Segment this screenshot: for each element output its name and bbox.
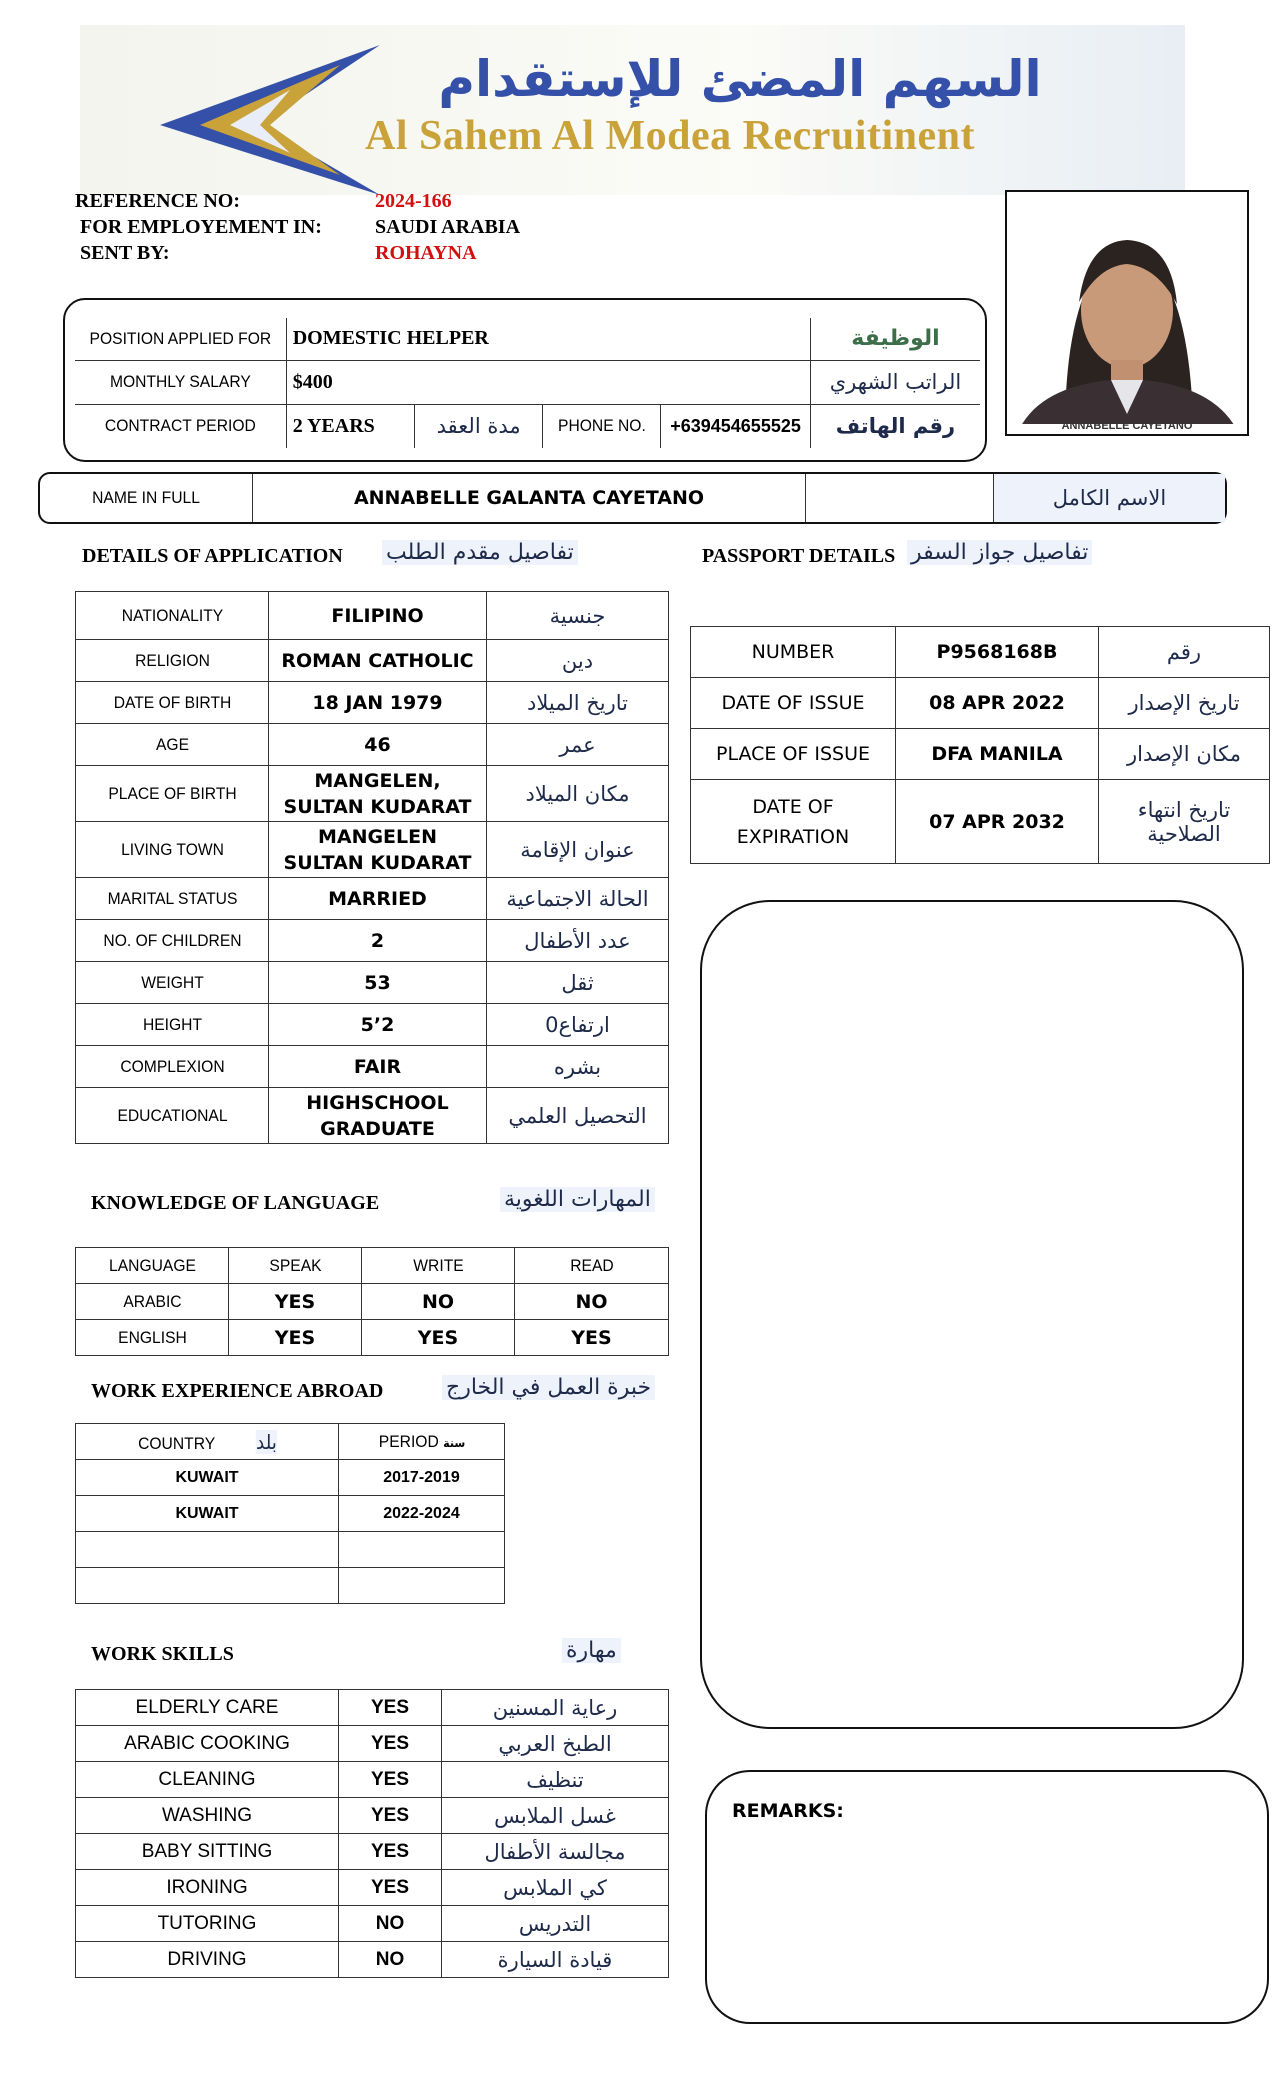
language-table bbox=[75, 1247, 669, 1356]
application-row bbox=[76, 1004, 669, 1046]
application-row bbox=[76, 640, 669, 682]
skills-table bbox=[75, 1689, 669, 1978]
experience-country: KUWAIT bbox=[76, 1496, 339, 1532]
experience-country bbox=[76, 1532, 339, 1568]
skill-value: NO bbox=[339, 1906, 442, 1942]
language-value: YES bbox=[515, 1320, 669, 1356]
application-row-value: 46 bbox=[269, 724, 487, 766]
skill-arabic: مجالسة الأطفال bbox=[442, 1834, 669, 1870]
skill-label: ARABIC COOKING bbox=[76, 1726, 339, 1762]
application-row bbox=[76, 920, 669, 962]
passport-row bbox=[691, 780, 1270, 864]
experience-rows bbox=[76, 1460, 505, 1604]
language-header-cell: SPEAK bbox=[234, 1248, 356, 1284]
application-row bbox=[76, 766, 669, 822]
name-table bbox=[40, 474, 1225, 522]
application-row-arabic: الحالة الاجتماعية bbox=[487, 878, 669, 920]
phone-label: PHONE NO. bbox=[547, 404, 655, 448]
passport-row-label: PLACE OF ISSUE bbox=[691, 729, 896, 780]
country-arabic: بلد bbox=[255, 1429, 277, 1454]
language-row bbox=[76, 1284, 669, 1320]
reference-value: 2024-166 bbox=[375, 190, 452, 212]
country-label: COUNTRY bbox=[137, 1433, 215, 1453]
period-arabic: سنة bbox=[442, 1435, 465, 1450]
passport-row-value: 08 APR 2022 bbox=[896, 678, 1099, 729]
application-row-arabic: دين bbox=[487, 640, 669, 682]
application-row bbox=[76, 1046, 669, 1088]
skill-value: YES bbox=[339, 1690, 442, 1726]
passport-row-label: NUMBER bbox=[691, 627, 896, 678]
language-title-arabic: المهارات اللغوية bbox=[500, 1187, 655, 1212]
experience-period bbox=[339, 1532, 505, 1568]
salary-arabic: الراتب الشهري bbox=[810, 360, 980, 404]
company-name-arabic: السهم المضئ للإستقدام bbox=[438, 50, 1042, 108]
remarks-label: REMARKS: bbox=[732, 1800, 844, 1822]
application-row-arabic: جنسية bbox=[487, 592, 669, 640]
experience-period-header bbox=[345, 1424, 498, 1460]
language-value: YES bbox=[229, 1320, 362, 1356]
application-row-label: EDUCATIONAL bbox=[83, 1088, 261, 1144]
application-row bbox=[76, 682, 669, 724]
application-row-label: MARITAL STATUS bbox=[83, 878, 261, 920]
language-value: YES bbox=[229, 1284, 362, 1320]
application-row bbox=[76, 1088, 669, 1144]
application-row-label: RELIGION bbox=[83, 640, 261, 682]
application-row-value: MARRIED bbox=[269, 878, 487, 920]
skill-value: YES bbox=[339, 1726, 442, 1762]
skill-label: ELDERLY CARE bbox=[76, 1690, 339, 1726]
skill-value: YES bbox=[339, 1870, 442, 1906]
skills-rows bbox=[76, 1690, 669, 1978]
experience-period bbox=[339, 1568, 505, 1604]
skill-label: DRIVING bbox=[76, 1942, 339, 1978]
phone-value: +639454655525 bbox=[661, 404, 811, 448]
language-header-cell: LANGUAGE bbox=[82, 1248, 223, 1284]
passport-row-label: DATE OF EXPIRATION bbox=[691, 780, 896, 864]
passport-row-arabic: مكان الإصدار bbox=[1099, 729, 1270, 780]
name-empty-cell bbox=[806, 474, 994, 522]
application-row-label: PLACE OF BIRTH bbox=[83, 766, 261, 822]
application-row bbox=[76, 962, 669, 1004]
skill-value: YES bbox=[339, 1798, 442, 1834]
application-row-value: 2 bbox=[269, 920, 487, 962]
application-row-arabic: عمر bbox=[487, 724, 669, 766]
language-value: NO bbox=[515, 1284, 669, 1320]
skill-label: BABY SITTING bbox=[76, 1834, 339, 1870]
passport-row-arabic: تاريخ الإصدار bbox=[1099, 678, 1270, 729]
application-row-label: COMPLEXION bbox=[83, 1046, 261, 1088]
passport-row bbox=[691, 678, 1270, 729]
passport-table bbox=[690, 626, 1270, 864]
skill-arabic: قيادة السيارة bbox=[442, 1942, 669, 1978]
application-row bbox=[76, 592, 669, 640]
experience-country bbox=[76, 1568, 339, 1604]
passport-rows bbox=[691, 627, 1270, 864]
phone-arabic: رقم الهاتف bbox=[810, 404, 980, 448]
skill-arabic: الطبخ العربي bbox=[442, 1726, 669, 1762]
application-row bbox=[76, 878, 669, 920]
application-row-arabic: مكان الميلاد bbox=[487, 766, 669, 822]
application-row-arabic: بشره bbox=[487, 1046, 669, 1088]
experience-title: WORK EXPERIENCE ABROAD bbox=[91, 1380, 384, 1402]
position-table bbox=[75, 318, 980, 448]
passport-row bbox=[691, 729, 1270, 780]
application-row-label: HEIGHT bbox=[83, 1004, 261, 1046]
name-arabic: الاسم الكامل bbox=[994, 474, 1226, 522]
skill-row bbox=[76, 1906, 669, 1942]
application-row-label: NATIONALITY bbox=[83, 592, 261, 640]
skills-title-arabic: مهارة bbox=[562, 1638, 621, 1663]
passport-row-label: DATE OF ISSUE bbox=[691, 678, 896, 729]
skill-arabic: التدريس bbox=[442, 1906, 669, 1942]
passport-row-value: P9568168B bbox=[896, 627, 1099, 678]
skill-row bbox=[76, 1726, 669, 1762]
position-arabic: الوظيفة bbox=[810, 318, 980, 360]
experience-period: 2022-2024 bbox=[339, 1496, 505, 1532]
sent-by-label: SENT BY: bbox=[80, 242, 170, 264]
application-row-value: MANGELEN SULTAN KUDARAT bbox=[269, 822, 487, 878]
skill-value: NO bbox=[339, 1942, 442, 1978]
reference-label: REFERENCE NO: bbox=[75, 190, 241, 212]
portrait-icon bbox=[1007, 192, 1247, 434]
experience-title-arabic: خبرة العمل في الخارج bbox=[442, 1375, 655, 1400]
application-row-label: AGE bbox=[83, 724, 261, 766]
passport-title-arabic: تفاصيل جواز السفر bbox=[907, 540, 1092, 565]
language-row bbox=[76, 1320, 669, 1356]
sent-by-value: ROHAYNA bbox=[375, 242, 477, 264]
application-row bbox=[76, 724, 669, 766]
application-row-value: ROMAN CATHOLIC bbox=[269, 640, 487, 682]
contract-label: CONTRACT PERIOD bbox=[83, 404, 277, 448]
language-header-row bbox=[76, 1248, 669, 1284]
experience-country-header bbox=[86, 1424, 328, 1460]
skill-arabic: غسل الملابس bbox=[442, 1798, 669, 1834]
application-row-arabic: عدد الأطفال bbox=[487, 920, 669, 962]
experience-row bbox=[76, 1568, 505, 1604]
application-row-label: WEIGHT bbox=[83, 962, 261, 1004]
skill-arabic: رعاية المسنين bbox=[442, 1690, 669, 1726]
experience-row bbox=[76, 1496, 505, 1532]
skill-label: WASHING bbox=[76, 1798, 339, 1834]
application-table bbox=[75, 591, 669, 1144]
employment-label: FOR EMPLOYEMENT IN: bbox=[80, 216, 322, 238]
application-row-value: HIGHSCHOOL GRADUATE bbox=[269, 1088, 487, 1144]
experience-country: KUWAIT bbox=[76, 1460, 339, 1496]
application-row-arabic: تاريخ الميلاد bbox=[487, 682, 669, 724]
application-row-arabic: ثقل bbox=[487, 962, 669, 1004]
contract-value: 2 YEARS bbox=[286, 404, 414, 448]
position-box bbox=[63, 298, 987, 462]
language-name: ENGLISH bbox=[82, 1320, 223, 1356]
application-row-value: FAIR bbox=[269, 1046, 487, 1088]
company-name-english: Al Sahem Al Modea Recruitinent bbox=[365, 113, 975, 159]
application-row-arabic: التحصيل العلمي bbox=[487, 1088, 669, 1144]
application-row-value: 18 JAN 1979 bbox=[269, 682, 487, 724]
experience-period: 2017-2019 bbox=[339, 1460, 505, 1496]
application-row-label: DATE OF BIRTH bbox=[83, 682, 261, 724]
full-photo-box bbox=[700, 900, 1244, 1729]
application-rows bbox=[76, 592, 669, 1144]
application-row-arabic: عنوان الإقامة bbox=[487, 822, 669, 878]
skill-row bbox=[76, 1834, 669, 1870]
experience-row bbox=[76, 1532, 505, 1568]
skill-label: TUTORING bbox=[76, 1906, 339, 1942]
name-box bbox=[38, 472, 1227, 524]
skill-row bbox=[76, 1870, 669, 1906]
skill-arabic: كي الملابس bbox=[442, 1870, 669, 1906]
salary-value: $400 bbox=[286, 360, 810, 404]
application-row-value: FILIPINO bbox=[269, 592, 487, 640]
company-logo-icon bbox=[140, 45, 385, 195]
application-row-label: NO. OF CHILDREN bbox=[83, 920, 261, 962]
application-row-label: LIVING TOWN bbox=[83, 822, 261, 878]
application-row-arabic: ارتفاع0 bbox=[487, 1004, 669, 1046]
experience-table bbox=[75, 1423, 505, 1604]
experience-row bbox=[76, 1460, 505, 1496]
application-row-value: 5’2 bbox=[269, 1004, 487, 1046]
application-row-value: 53 bbox=[269, 962, 487, 1004]
photo-caption: ANNABELLE CAYETANO bbox=[1061, 420, 1193, 432]
language-value: YES bbox=[362, 1320, 515, 1356]
applicant-photo bbox=[1005, 190, 1249, 436]
passport-row bbox=[691, 627, 1270, 678]
position-value: DOMESTIC HELPER bbox=[286, 318, 810, 360]
skill-arabic: تنظيف bbox=[442, 1762, 669, 1798]
application-row bbox=[76, 822, 669, 878]
skill-row bbox=[76, 1798, 669, 1834]
contract-arabic: مدة العقد bbox=[415, 404, 543, 448]
skill-value: YES bbox=[339, 1834, 442, 1870]
remarks-box bbox=[705, 1770, 1269, 2024]
period-label: PERIOD bbox=[378, 1431, 439, 1451]
skill-row bbox=[76, 1762, 669, 1798]
language-header-cell: WRITE bbox=[368, 1248, 509, 1284]
name-value: ANNABELLE GALANTA CAYETANO bbox=[253, 474, 806, 522]
language-header-cell: READ bbox=[521, 1248, 663, 1284]
passport-row-value: DFA MANILA bbox=[896, 729, 1099, 780]
skill-label: CLEANING bbox=[76, 1762, 339, 1798]
salary-label: MONTHLY SALARY bbox=[83, 360, 277, 404]
passport-row-arabic: تاريخ انتهاء الصلاحية bbox=[1099, 780, 1270, 864]
application-row-value: MANGELEN, SULTAN KUDARAT bbox=[269, 766, 487, 822]
application-title: DETAILS OF APPLICATION bbox=[82, 545, 343, 567]
name-label: NAME IN FULL bbox=[49, 474, 245, 522]
skill-row bbox=[76, 1942, 669, 1978]
passport-title: PASSPORT DETAILS bbox=[702, 545, 896, 567]
application-title-arabic: تفاصيل مقدم الطلب bbox=[382, 540, 578, 565]
language-value: NO bbox=[362, 1284, 515, 1320]
language-title: KNOWLEDGE OF LANGUAGE bbox=[91, 1192, 380, 1214]
skill-label: IRONING bbox=[76, 1870, 339, 1906]
position-label: POSITION APPLIED FOR bbox=[83, 318, 277, 360]
skill-row bbox=[76, 1690, 669, 1726]
skill-value: YES bbox=[339, 1762, 442, 1798]
employment-value: SAUDI ARABIA bbox=[375, 216, 521, 238]
skills-title: WORK SKILLS bbox=[91, 1643, 234, 1665]
language-name: ARABIC bbox=[82, 1284, 223, 1320]
passport-row-value: 07 APR 2032 bbox=[896, 780, 1099, 864]
language-rows bbox=[76, 1284, 669, 1356]
passport-row-arabic: رقم bbox=[1099, 627, 1270, 678]
